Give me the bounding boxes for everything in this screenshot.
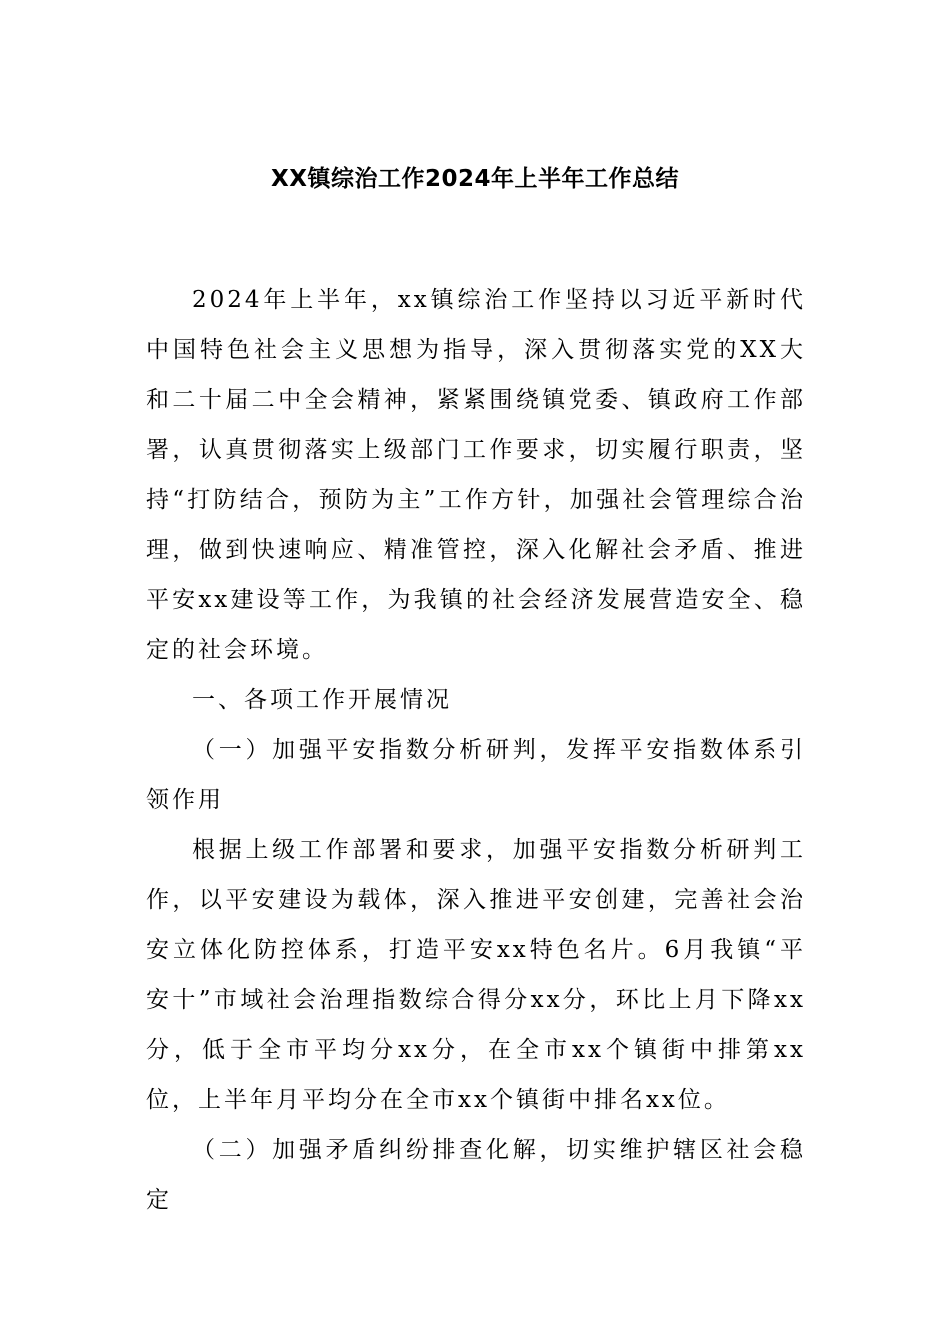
intro-paragraph: 2024年上半年，xx镇综治工作坚持以习近平新时代中国特色社会主义思想为指导，深入贯彻落实党的XX大和二十届二中全会精神，紧紧围绕镇党委、镇政府工作部署，认真贯彻落实上级部门工作要求，切实履行职责，坚持“打防结合，预防为主”工作方针，加强社会管理综合治理，做到快速响应、精准管控，深入化解社会矛盾、推进平安xx建设等工作，为我镇的社会经济发展营造安全、稳定的社会环境。 (146, 287, 806, 663)
document-body (146, 275, 806, 1225)
subsection-heading-1: （一）加强平安指数分析研判，发挥平安指数体系引领作用 (146, 737, 806, 813)
document-title: XX镇综治工作2024年上半年工作总结 (271, 166, 679, 192)
section-heading-1: 一、各项工作开展情况 (192, 687, 452, 713)
subsection-1-paragraph: 根据上级工作部署和要求，加强平安指数分析研判工作，以平安建设为载体，深入推进平安创建，完善社会治安立体化防控体系，打造平安xx特色名片。6月我镇“平安十”市域社会治理指数综合得分xx分，环比上月下降xx分，低于全市平均分xx分，在全市xx个镇街中排第xx位，上半年月平均分在全市xx个镇街中排名xx位。 (146, 837, 806, 1113)
subsection-heading-2: （二）加强矛盾纠纷排查化解，切实维护辖区社会稳定 (146, 1137, 806, 1213)
